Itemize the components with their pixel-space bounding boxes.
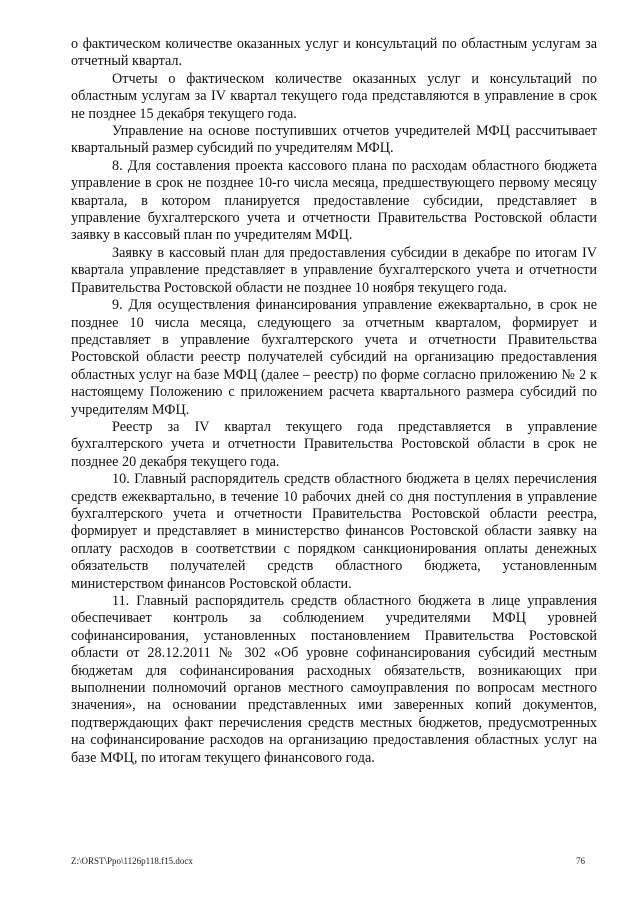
paragraph-3: Управление на основе поступивших отчетов учредителей МФЦ рассчитывает квартальный размер субсидий по учредителям МФЦ. <box>71 123 597 157</box>
paragraph-8: 10. Главный распорядитель средств областного бюджета в целях перечисления средств ежеквартально, в течение 10 рабочих дней со дня поступления в управление бухгалтерского учета и отчетности Правительства Ростовской области реестра, формирует и представляет в министерство финансов Ростовской области заявку на оплату расходов в соответствии с порядком санкционирования оплаты денежных обязательств получателей средств областного бюджета, установленным министерством финансов Ростовской области. <box>71 471 597 592</box>
paragraph-2: Отчеты о фактическом количестве оказанных услуг и консультаций по областным услугам за IV квартал текущего года представляются в управление в срок не позднее 15 декабря текущего года. <box>71 70 597 122</box>
paragraph-1: о фактическом количестве оказанных услуг и консультаций по областным услугам за отчетный квартал. <box>71 36 597 70</box>
paragraph-6: 9. Для осуществления финансирования управление ежеквартально, в срок не позднее 10 числа месяца, следующего за отчетным кварталом, формирует и представляет в управление бухгалтерского учета и отчетности Правительства Ростовской области реестр получателей субсидий на организацию предоставления областных услуг на базе МФЦ (далее – реестр) по форме согласно приложению № 2 к настоящему Положению с приложением расчета квартального размера субсидий по учредителям МФЦ. <box>71 297 597 418</box>
footer-page-number: 76 <box>576 856 585 866</box>
document-body <box>71 36 597 767</box>
footer-file-path: Z:\ORST\Ppo\1126p118.f15.docx <box>71 856 193 866</box>
paragraph-9: 11. Главный распорядитель средств областного бюджета в лице управления обеспечивает контроль за соблюдением учредителями МФЦ уровней софинансирования, установленных постановлением Правительства Ростовской области от 28.12.2011 № 302 «Об уровне софинансирования субсидий местным бюджетам для софинансирования расходных обязательств, возникающих при выполнении полномочий органов местного самоуправления по вопросам местного значения», на основании представленных ими заверенных копий документов, подтверждающих факт перечисления средств местных бюджетов, предусмотренных на софинансирование расходов на организацию предоставления областных услуг на базе МФЦ, по итогам текущего финансового года. <box>71 593 597 766</box>
paragraph-4: 8. Для составления проекта кассового плана по расходам областного бюджета управление в срок не позднее 10-го числа месяца, предшествующего первому месяцу квартала, в котором планируется предоставление субсидии, представляет в управление бухгалтерского учета и отчетности Правительства Ростовской области заявку в кассовый план по учредителям МФЦ. <box>71 157 597 244</box>
paragraph-5: Заявку в кассовый план для предоставления субсидии в декабре по итогам IV квартала управление представляет в управление бухгалтерского учета и отчетности Правительства Ростовской области не позднее 10 ноября текущего года. <box>71 244 597 296</box>
paragraph-7: Реестр за IV квартал текущего года представляется в управление бухгалтерского учета и отчетности Правительства Ростовской области в срок не позднее 20 декабря текущего года. <box>71 418 597 470</box>
